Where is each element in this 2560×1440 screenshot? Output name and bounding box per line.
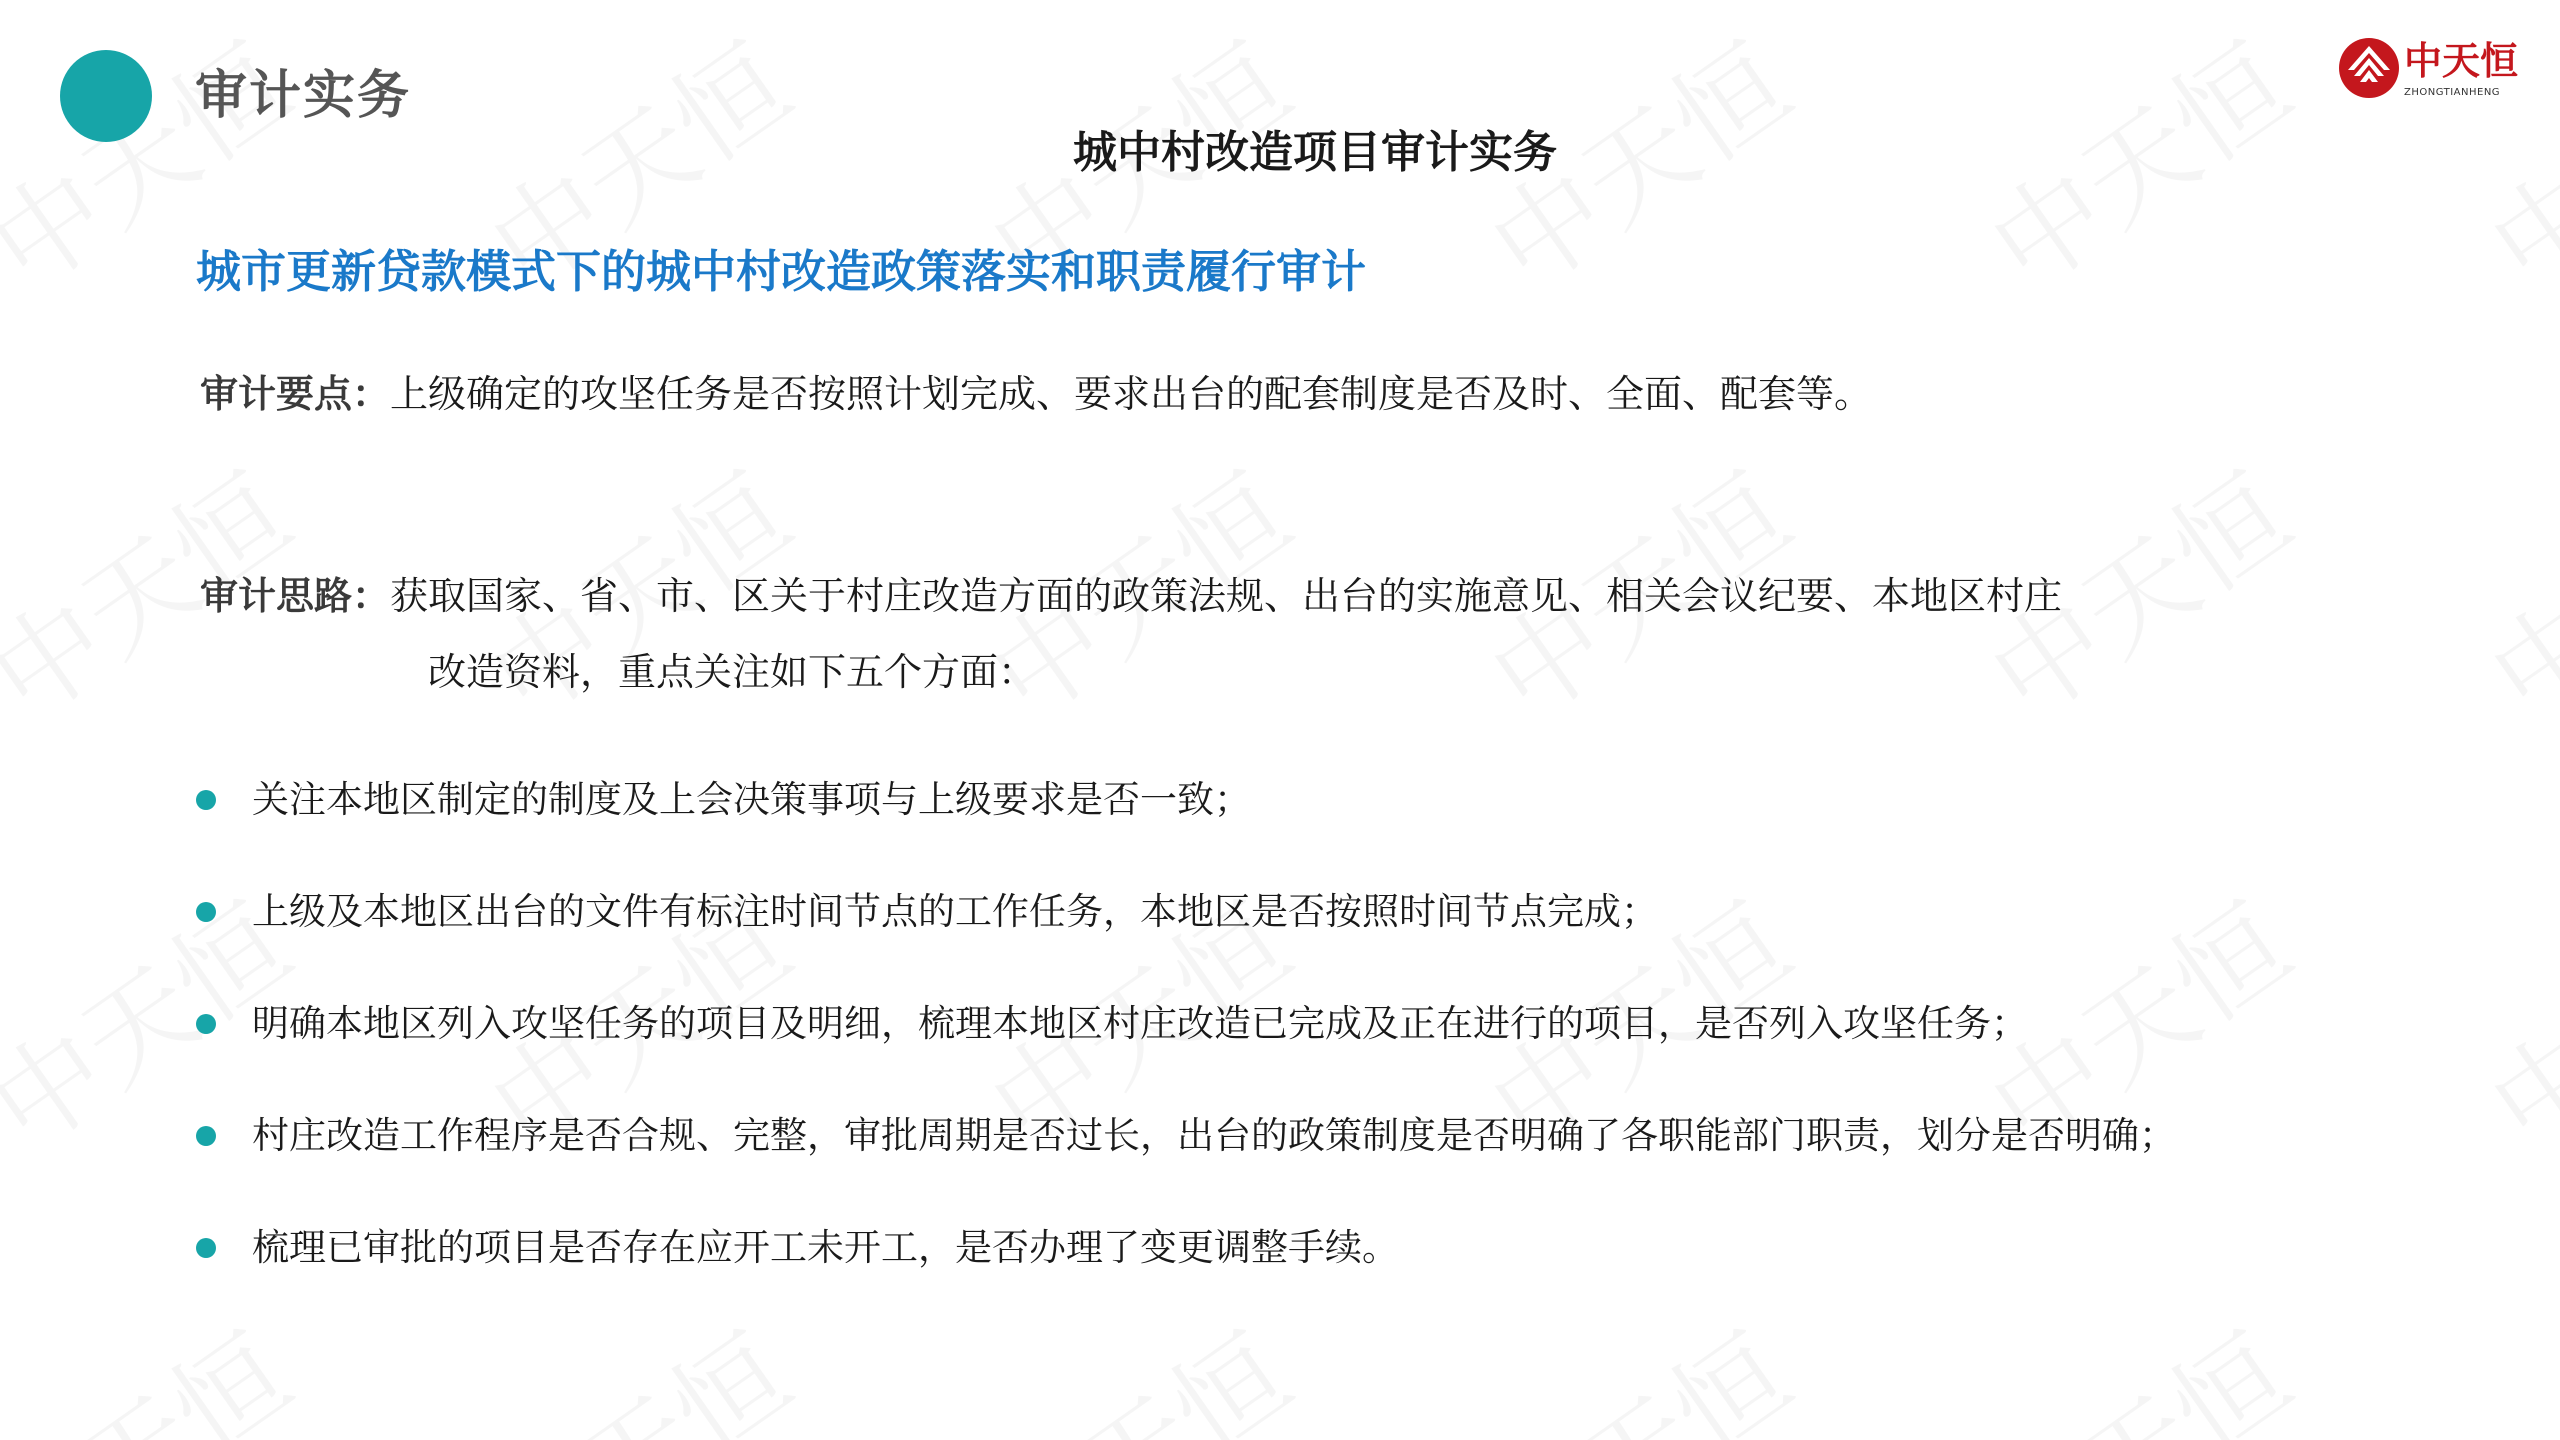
audit-points-text: 上级确定的攻坚任务是否按照计划完成、要求出台的配套制度是否及时、全面、配套等。 <box>390 372 1873 416</box>
page-subtitle: 城市更新贷款模式下的城中村改造政策落实和职责履行审计 <box>196 245 1367 298</box>
list-item-text: 关注本地区制定的制度及上会决策事项与上级要求是否一致； <box>252 778 1251 821</box>
list-item-text: 村庄改造工作程序是否合规、完整，审批周期是否过长，出台的政策制度是否明确了各职能部门职责，划分是否明确； <box>252 1114 2176 1157</box>
list-item-text: 明确本地区列入攻坚任务的项目及明细，梳理本地区村庄改造已完成及正在进行的项目，是否列入攻坚任务； <box>252 1002 2028 1045</box>
list-item-text: 上级及本地区出台的文件有标注时间节点的工作任务，本地区是否按照时间节点完成； <box>252 890 1658 933</box>
watermark-text <box>2455 430 2560 749</box>
brand-logo <box>2338 36 2519 104</box>
audit-approach-paragraph <box>200 558 2300 710</box>
audit-points-paragraph <box>200 356 2300 432</box>
bullet-dot-icon <box>196 1014 216 1034</box>
page-title: 城中村改造项目审计实务 <box>1073 127 1557 178</box>
list-item <box>196 1098 2176 1210</box>
focus-areas-list <box>196 762 2176 1322</box>
list-item <box>196 874 2176 986</box>
section-title: 审计实务 <box>195 66 412 126</box>
audit-points-label: 审计要点： <box>200 372 391 416</box>
bullet-dot-icon <box>196 790 216 810</box>
bullet-dot-icon <box>196 1126 216 1146</box>
audit-approach-text-line1: 获取国家、省、市、区关于村庄改造方面的政策法规、出台的实施意见、相关会议纪要、本地区村庄 <box>390 574 2063 618</box>
logo-chinese-text: 中天恒 <box>2404 39 2519 83</box>
list-item-text: 梳理已审批的项目是否存在应开工未开工，是否办理了变更调整手续。 <box>252 1226 1399 1269</box>
list-item <box>196 1210 2176 1322</box>
list-item <box>196 762 2176 874</box>
logo-mark-icon <box>2338 36 2400 100</box>
watermark-text <box>2455 860 2560 1179</box>
logo-english-text: ZHONGTIANHENG <box>2404 87 2501 98</box>
bullet-dot-icon <box>196 1238 216 1258</box>
audit-approach-label: 审计思路： <box>200 574 391 618</box>
watermark-text <box>2455 1290 2560 1440</box>
list-item <box>196 986 2176 1098</box>
audit-approach-text-line2: 改造资料，重点关注如下五个方面： <box>428 650 1037 694</box>
bullet-dot-icon <box>196 902 216 922</box>
